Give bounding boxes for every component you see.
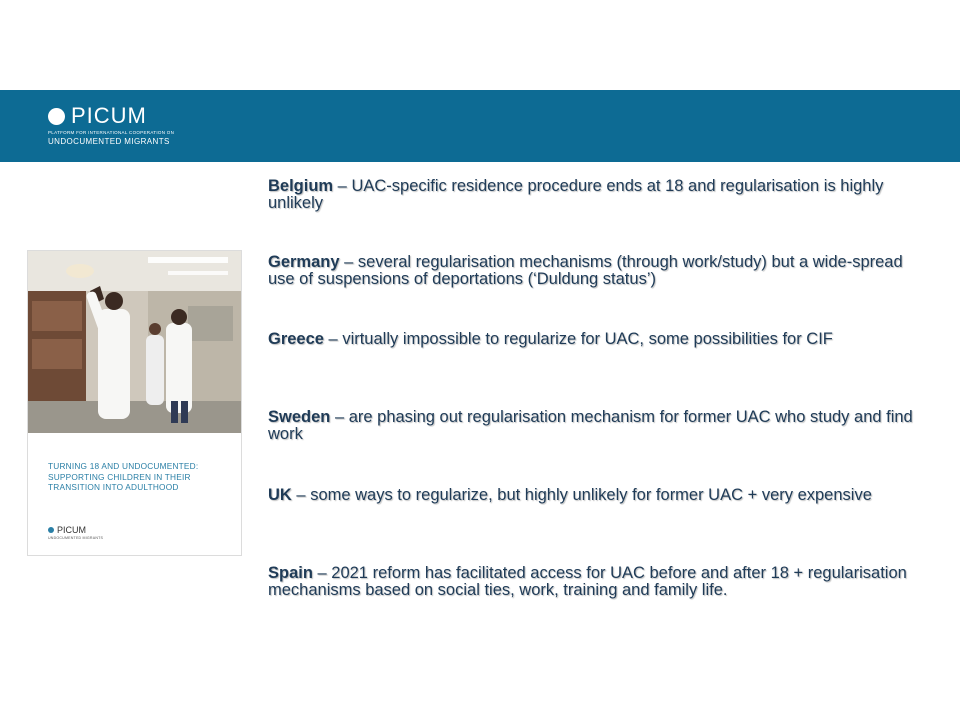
country-entry-greece bbox=[268, 331, 928, 348]
country-description: – some ways to regularize, but highly unlikely for former UAC + very expensive bbox=[291, 486, 872, 504]
cover-title-line: SUPPORTING CHILDREN IN THEIR bbox=[48, 471, 191, 482]
logo-tagline: UNDOCUMENTED MIGRANTS bbox=[48, 137, 170, 146]
country-description: – are phasing out regularisation mechanism for former UAC who study and find work bbox=[268, 408, 913, 443]
country-name: Greece bbox=[268, 330, 324, 348]
cover-logo-tagline: UNDOCUMENTED MIGRANTS bbox=[48, 536, 104, 540]
cover-title bbox=[48, 461, 233, 493]
logo-subtitle: PLATFORM FOR INTERNATIONAL COOPERATION ON bbox=[48, 130, 175, 135]
country-description: – virtually impossible to regularize for UAC, some possibilities for CIF bbox=[323, 330, 833, 348]
country-entry-belgium bbox=[268, 178, 928, 212]
country-description: – 2021 reform has facilitated access for UAC before and after 18 + regularisation mechanisms based on social ties, work, training and family life. bbox=[268, 564, 907, 599]
country-description: – several regularisation mechanisms (through work/study) but a wide-spread use of suspensions of deportations (‘Duldung status’) bbox=[268, 253, 903, 288]
logo-name: PICUM bbox=[71, 103, 147, 128]
country-name: Spain bbox=[268, 564, 313, 582]
kitchen-photo bbox=[28, 251, 241, 433]
cover-logo-dot-icon bbox=[48, 527, 54, 533]
logo-dot-icon bbox=[48, 108, 65, 125]
cover-logo-name: PICUM bbox=[57, 525, 86, 535]
country-entry-germany bbox=[268, 254, 928, 288]
country-name: Belgium bbox=[268, 177, 334, 195]
header-bar bbox=[0, 90, 960, 162]
cover-title-line: TRANSITION INTO ADULTHOOD bbox=[48, 482, 179, 492]
country-entry-spain bbox=[268, 565, 928, 599]
cover-title-line: TURNING 18 AND UNDOCUMENTED: bbox=[48, 461, 199, 471]
country-name: UK bbox=[268, 486, 292, 504]
country-name: Sweden bbox=[268, 408, 331, 426]
country-entry-sweden bbox=[268, 409, 928, 443]
report-cover bbox=[27, 250, 242, 556]
country-name: Germany bbox=[268, 253, 340, 271]
country-entry-uk bbox=[268, 487, 928, 504]
cover-picum-logo bbox=[48, 525, 103, 540]
country-description: – UAC-specific residence procedure ends at 18 and regularisation is highly unlikely bbox=[268, 177, 884, 212]
picum-logo bbox=[48, 104, 174, 146]
